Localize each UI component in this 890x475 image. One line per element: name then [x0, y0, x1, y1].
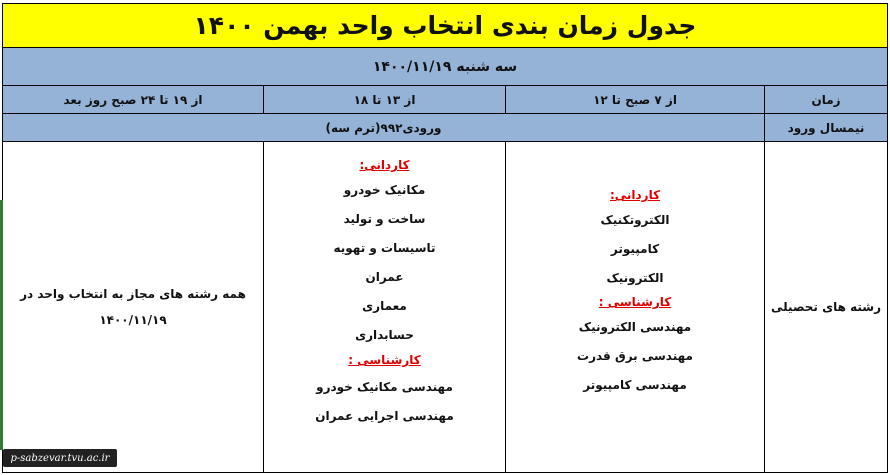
slot1-karshenasi-heading: کارشناسی : [598, 295, 672, 309]
left-edge-decoration [0, 200, 3, 450]
list-item: مکانیک خودرو [343, 183, 426, 197]
list-item: مهندسی مکانیک خودرو [316, 380, 453, 394]
header-slot1: از ۷ صبح تا ۱۲ [505, 85, 765, 114]
entry-label: نیمسال ورود [764, 113, 888, 142]
fields-label: رشته های تحصیلی [764, 141, 888, 473]
list-item: مهندسی کامپیوتر [583, 378, 687, 392]
slot2-kardani-heading: کاردانی: [359, 158, 410, 172]
header-slot3: از ۱۹ تا ۲۴ صبح روز بعد [2, 85, 264, 114]
slot3-line2: ۱۴۰۰/۱۱/۱۹ [99, 313, 167, 327]
list-item: تاسیسات و تهویه [333, 241, 436, 255]
date-row: سه شنبه ۱۴۰۰/۱۱/۱۹ [2, 47, 888, 86]
site-watermark: p-sabzevar.tvu.ac.ir [3, 449, 117, 467]
header-slot2: از ۱۳ تا ۱۸ [263, 85, 506, 114]
list-item: ساخت و تولید [343, 212, 426, 226]
list-item: الکتروتکنیک [600, 213, 670, 227]
list-item: مهندسی الکترونیک [578, 320, 692, 334]
slot1-kardani-heading: کاردانی: [609, 188, 661, 202]
table-title: جدول زمان بندی انتخاب واحد بهمن ۱۴۰۰ [2, 3, 888, 48]
list-item: معماری [362, 299, 407, 313]
fields-slot1 [505, 141, 765, 473]
list-item: الکترونیک [606, 271, 664, 285]
list-item: مهندسی برق قدرت [577, 349, 693, 363]
list-item: عمران [365, 270, 404, 284]
entry-value: ورودی۹۹۲(ترم سه) [2, 113, 765, 142]
fields-slot2 [263, 141, 506, 473]
list-item: حسابداری [355, 328, 414, 342]
header-time-label: زمان [764, 85, 888, 114]
list-item: کامپیوتر [610, 242, 660, 256]
slot2-karshenasi-heading: کارشناسی : [348, 353, 421, 367]
list-item: مهندسی اجرایی عمران [315, 409, 454, 423]
fields-slot3 [2, 141, 264, 473]
slot3-line1: همه رشته های مجاز به انتخاب واحد در [20, 287, 246, 301]
